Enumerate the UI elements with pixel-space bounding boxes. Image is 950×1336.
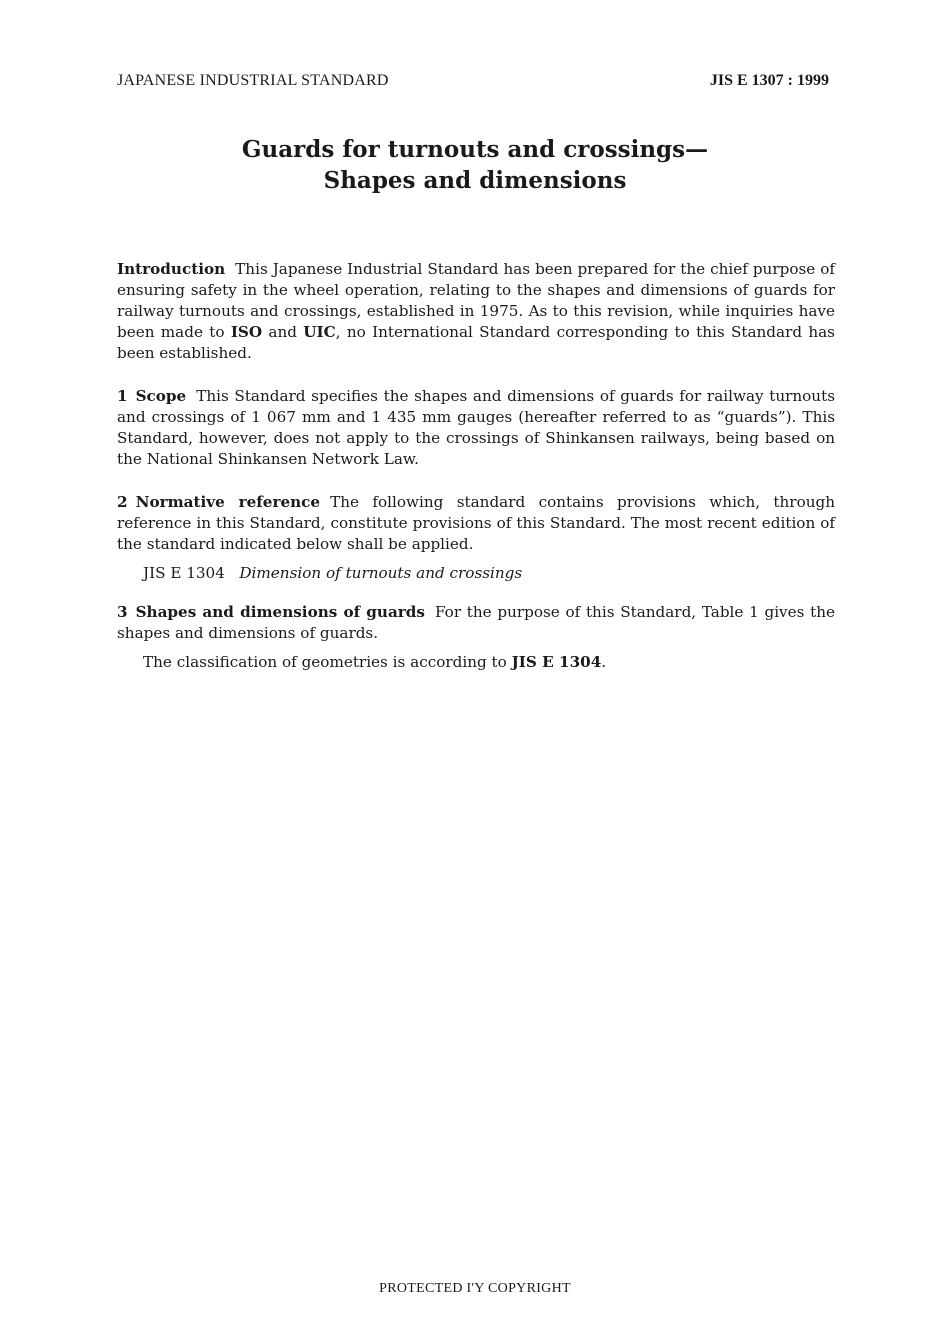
shapes-heading: Shapes and dimensions of guards [135,603,425,621]
shapes-text: For the purpose of this Standard, Table 1 gives the shapes and dimensions of guards. [117,603,835,642]
copyright-footer: PROTECTED I'Y COPYRIGHT [379,1281,571,1296]
reference-item [143,563,835,584]
iso-text: ISO [230,323,263,341]
introduction-text-a: This Japanese Industrial Standard has been prepared for the chief purpose of ensuring safety in the wheel operation, relating to the shapes and dimensions of guards for railway turnouts and crossings, established in 1975. As to this revision, while inquiries have been made to [117,260,835,341]
document-body [117,259,835,673]
scope-section [117,386,835,470]
header-standard-number: JIS E 1307 : 1999 [709,72,829,89]
shapes-section [117,602,835,644]
classification-paragraph [143,652,835,673]
scope-number: 1 [117,387,128,405]
document-title [0,134,950,196]
normative-reference-text: The following standard contains provisions which, through reference in this Standard, constitute provisions of this Standard. The most recent edition of the standard indicated below shall be applied. [117,493,835,553]
normative-reference-section [117,492,835,555]
title-line-1: Guards for turnouts and crossings— [241,136,709,163]
uic-text: UIC [303,323,336,341]
introduction-text-b: and [262,323,304,341]
reference-code: JIS E 1304 [143,564,225,582]
scope-heading: Scope [135,387,187,405]
title-line-2: Shapes and dimensions [323,167,627,194]
introduction-text-c: , no International Standard corresponding to this Standard has been established. [117,323,835,362]
classification-text-a: The classification of geometries is according to [143,653,512,671]
normative-reference-heading: Normative reference [135,493,321,511]
header-standard-type: JAPANESE INDUSTRIAL STANDARD [117,72,389,89]
classification-text-b: . [601,653,607,671]
introduction-heading: Introduction [117,260,226,278]
reference-title: Dimension of turnouts and crossings [239,564,523,582]
scope-text: This Standard specifies the shapes and dimensions of guards for railway turnouts and crossings of 1 067 mm and 1 435 mm gauges (hereafter referred to as “guards”). This Standard, however, does not apply to the crossings of Shinkansen railways, being based on the National Shinkansen Network Law. [117,387,835,468]
classification-standard: JIS E 1304 [511,653,602,671]
shapes-number: 3 [117,603,128,621]
introduction-paragraph [117,259,835,364]
normative-reference-number: 2 [117,493,128,511]
